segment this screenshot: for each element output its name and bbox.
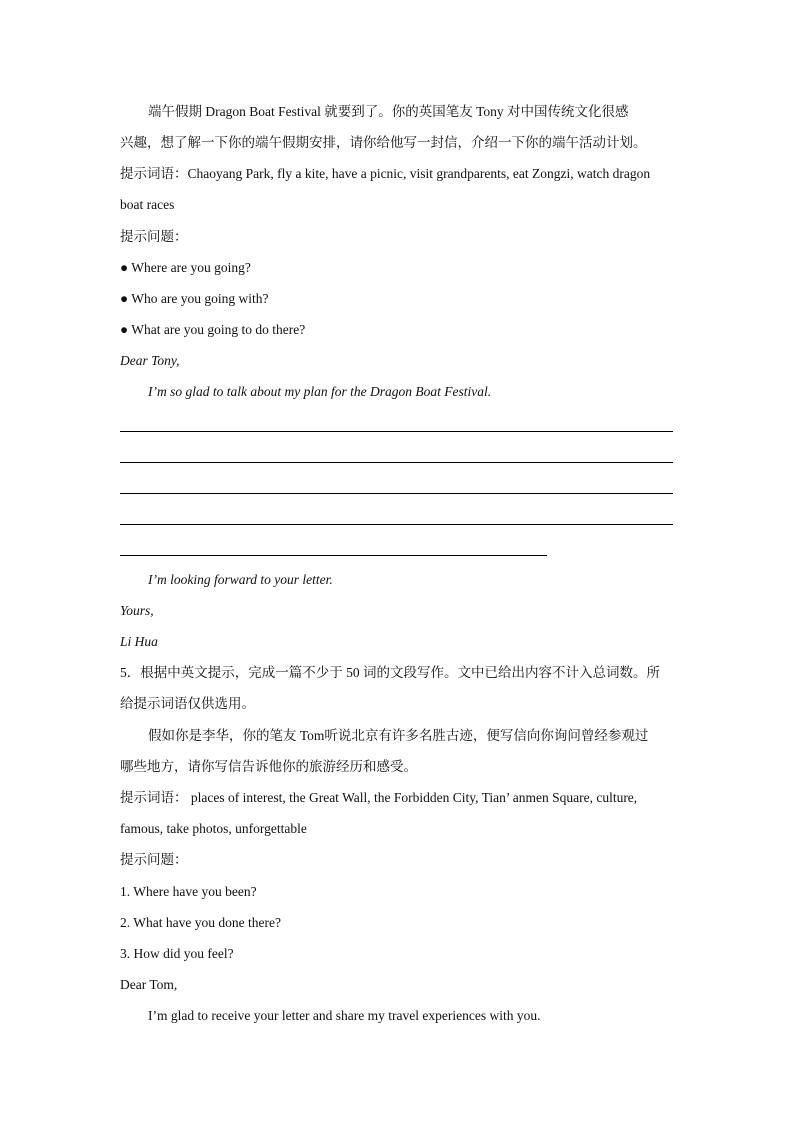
task5-hint-words-line2: famous, take photos, unforgettable bbox=[120, 821, 307, 836]
task4-opening: I’m so glad to talk about my plan for the Dragon Boat Festival. bbox=[148, 384, 492, 399]
task5-question-2: 2. What have you done there? bbox=[120, 915, 281, 930]
writing-line bbox=[120, 431, 673, 432]
writing-line bbox=[120, 524, 673, 525]
task4-salutation: Dear Tony, bbox=[120, 353, 180, 368]
writing-line bbox=[120, 493, 673, 494]
task4-signoff: Yours, bbox=[120, 603, 154, 618]
task5-intro-line1: 假如你是李华，你的笔友 Tom听说北京有许多名胜古迹，便写信向你询问曾经参观过 bbox=[148, 728, 649, 743]
task5-instruction-line1: 5．根据中英文提示，完成一篇不少于 50 词的文段写作。文中已给出内容不计入总词数。所 bbox=[120, 665, 660, 680]
writing-line bbox=[120, 555, 547, 556]
task4-intro-line1: 端午假期 Dragon Boat Festival 就要到了。你的英国笔友 Tony 对中国传统文化很感 bbox=[148, 104, 629, 119]
task5-salutation: Dear Tom, bbox=[120, 977, 178, 992]
task5-question-3: 3. How did you feel? bbox=[120, 946, 234, 961]
task5-hint-words-line1: 提示词语： places of interest, the Great Wall, the Forbidden City, Tian’ anmen Square, culture, bbox=[120, 790, 638, 805]
task4-hint-words-line2: boat races bbox=[120, 197, 175, 212]
task4-intro-line2: 兴趣，想了解一下你的端午假期安排，请你给他写一封信，介绍一下你的端午活动计划。 bbox=[120, 135, 647, 150]
task5-opening: I’m glad to receive your letter and share my travel experiences with you. bbox=[148, 1008, 541, 1023]
writing-line bbox=[120, 462, 673, 463]
task5-question-1: 1. Where have you been? bbox=[120, 884, 257, 899]
task4-question-2: ● Who are you going with? bbox=[120, 291, 269, 306]
task4-question-3: ● What are you going to do there? bbox=[120, 322, 306, 337]
task5-instruction-line2: 给提示词语仅供选用。 bbox=[120, 696, 255, 711]
task5-hint-questions-label: 提示问题： bbox=[120, 852, 188, 867]
task5-intro-line2: 哪些地方，请你写信告诉他你的旅游经历和感受。 bbox=[120, 759, 417, 774]
task4-hint-questions-label: 提示问题： bbox=[120, 229, 188, 244]
task4-question-1: ● Where are you going? bbox=[120, 260, 251, 275]
task4-signature: Li Hua bbox=[120, 634, 158, 649]
task4-hint-words-line1: 提示词语：Chaoyang Park, fly a kite, have a picnic, visit grandparents, eat Zongzi, watch dragon bbox=[120, 166, 651, 181]
task4-closing: I’m looking forward to your letter. bbox=[148, 572, 333, 587]
